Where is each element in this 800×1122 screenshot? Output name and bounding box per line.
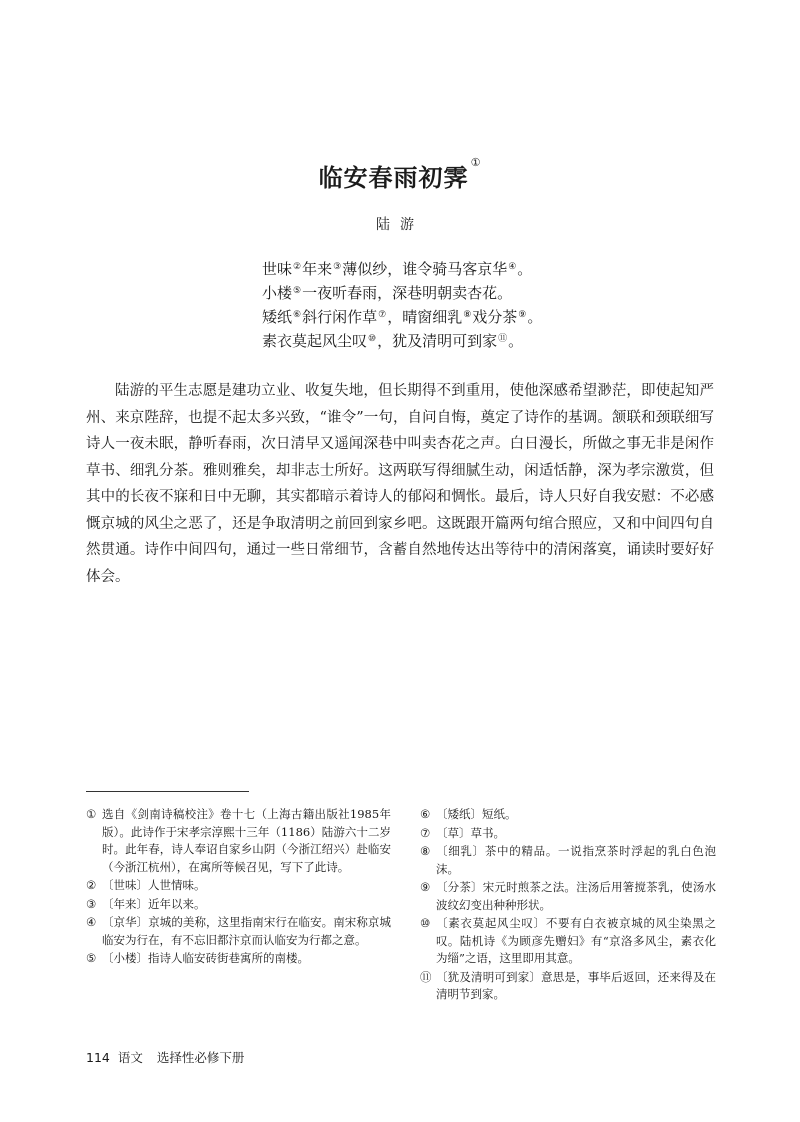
footnote xyxy=(420,879,716,914)
poem-text: 。 xyxy=(508,332,524,350)
poem-text: 一夜听春雨，深巷明朝卖杏花。 xyxy=(302,284,513,302)
poem-line xyxy=(262,281,662,305)
footnote-marker: ⑪ xyxy=(498,334,508,344)
footnote xyxy=(86,914,391,949)
footnote-number: ③ xyxy=(86,896,97,911)
footer-book-title: 选择性必修下册 xyxy=(156,1050,245,1065)
footnote-divider xyxy=(86,791,249,792)
poem-line xyxy=(262,257,662,281)
footnote xyxy=(420,915,716,968)
poem-text: 世味 xyxy=(262,260,293,278)
footnote-text: 〔矮纸〕短纸。 xyxy=(436,807,517,821)
poem-text: 。 xyxy=(517,260,533,278)
poem-body xyxy=(262,257,662,353)
footnote-text: 选自《剑南诗稿校注》卷十七（上海古籍出版社1985年版）。此诗作于宋孝宗淳熙十三年（1186）陆游六十二岁时。此年春，诗人奉诏自家乡山阴（今浙江绍兴）赴临安（今浙江杭州），在寓所等候召见，写下了此诗。 xyxy=(102,807,391,874)
footer-subject: 语文 xyxy=(117,1050,143,1065)
footnote-number: ④ xyxy=(86,915,97,929)
footnote-number: ⑧ xyxy=(420,844,431,858)
page-title xyxy=(0,158,800,193)
footnote xyxy=(420,843,716,878)
footnote-marker: ⑨ xyxy=(518,310,527,320)
poem-text: 矮纸 xyxy=(262,308,293,326)
page-footer xyxy=(86,1048,244,1066)
poem-text: 小楼 xyxy=(262,284,293,302)
footnote-text: 〔细乳〕茶中的精品。一说指烹茶时浮起的乳白色泡沫。 xyxy=(436,844,716,876)
footnote-number: ⑪ xyxy=(420,969,432,984)
footnote xyxy=(420,825,716,843)
footnote-text: 〔草〕草书。 xyxy=(436,825,505,840)
poem-line xyxy=(262,305,662,329)
poem-text: 斜行闲作草 xyxy=(302,308,378,326)
footnote-marker: ⑤ xyxy=(293,286,302,296)
footnote-marker: ⑦ xyxy=(378,310,387,320)
footnote-marker: ⑥ xyxy=(293,310,302,320)
title-footnote-marker: ① xyxy=(470,156,482,169)
author-name: 陆游 xyxy=(376,217,424,233)
title-text: 临安春雨初霁 xyxy=(318,164,469,192)
footnote-text: 〔世味〕人世情味。 xyxy=(102,878,206,892)
footnote-text: 〔年来〕近年以来。 xyxy=(102,896,206,911)
footnotes-right-column xyxy=(420,806,716,1005)
poem-text: 年来 xyxy=(302,260,333,278)
footnote-number: ⑨ xyxy=(420,880,431,894)
poem-text: ，犹及清明可到家 xyxy=(377,332,498,350)
commentary xyxy=(86,378,714,590)
footnote-number: ⑥ xyxy=(420,807,431,821)
footnote-marker: ④ xyxy=(508,262,517,272)
footnote xyxy=(420,806,716,824)
footnote-marker: ⑧ xyxy=(463,310,472,320)
footnote xyxy=(86,896,391,914)
footnote-number: ② xyxy=(86,878,97,892)
footnote-marker: ⑩ xyxy=(368,334,377,344)
footnote-text: 〔京华〕京城的美称，这里指南宋行在临安。南宋称京城临安为行在，有不忘旧都汴京而认临安为行都之意。 xyxy=(102,915,391,947)
poem-text: 。 xyxy=(527,308,543,326)
footnote-marker: ③ xyxy=(333,262,342,272)
footnote-text: 〔犹及清明可到家〕意思是，事毕后返回，还来得及在清明节到家。 xyxy=(436,969,716,1001)
footnote xyxy=(86,877,391,895)
footnote-text: 〔小楼〕指诗人临安砖街巷寓所的南楼。 xyxy=(102,951,309,965)
footnote-number: ① xyxy=(86,807,97,821)
poem-text: ，晴窗细乳 xyxy=(387,308,463,326)
footnote-number: ⑦ xyxy=(420,825,431,840)
footnote-marker: ② xyxy=(293,262,302,272)
poem-text: 戏分茶 xyxy=(472,308,518,326)
footnote xyxy=(86,950,391,968)
footnote xyxy=(420,969,716,1004)
poem-text: 薄似纱，谁令骑马客京华 xyxy=(342,260,508,278)
poem-line xyxy=(262,329,662,353)
footnote-number: ⑩ xyxy=(420,916,431,930)
commentary-paragraph: 陆游的平生志愿是建功立业、收复失地，但长期得不到重用，使他深感希望渺茫，即使起知严州、来京陛辞，也提不起太多兴致，“谁令”一句，自问自悔，奠定了诗作的基调。颔联和颈联细写诗人一夜未眠，静听春雨，次日清早又遥闻深巷中叫卖杏花之声。白日漫长，所做之事无非是闲作草书、细乳分茶。雅则雅矣，却非志士所好。这两联写得细腻生动，闲适恬静，深为孝宗激赏，但其中的长夜不寐和日中无聊，其实都暗示着诗人的郁闷和惆怅。最后，诗人只好自我安慰：不必感慨京城的风尘之恶了，还是争取清明之前回到家乡吧。这既跟开篇两句绾合照应，又和中间四句自然贯通。诗作中间四句，通过一些日常细节，含蓄自然地传达出等待中的清闲落寞，诵读时要好好体会。 xyxy=(86,383,714,585)
footnote-number: ⑤ xyxy=(86,951,97,965)
page-number: 114 xyxy=(86,1050,110,1065)
poem-text: 素衣莫起风尘叹 xyxy=(262,332,368,350)
footnotes-left-column xyxy=(86,806,391,969)
footnote xyxy=(86,806,391,876)
footnote-text: 〔素衣莫起风尘叹〕不要有白衣被京城的风尘染黑之叹。陆机诗《为顾彦先赠妇》有“京洛多风尘，素衣化为缁”之语，这里即用其意。 xyxy=(436,916,716,965)
footnote-text: 〔分茶〕宋元时煎茶之法。注汤后用箸搅茶乳，使汤水波纹幻变出种种形状。 xyxy=(436,880,716,912)
